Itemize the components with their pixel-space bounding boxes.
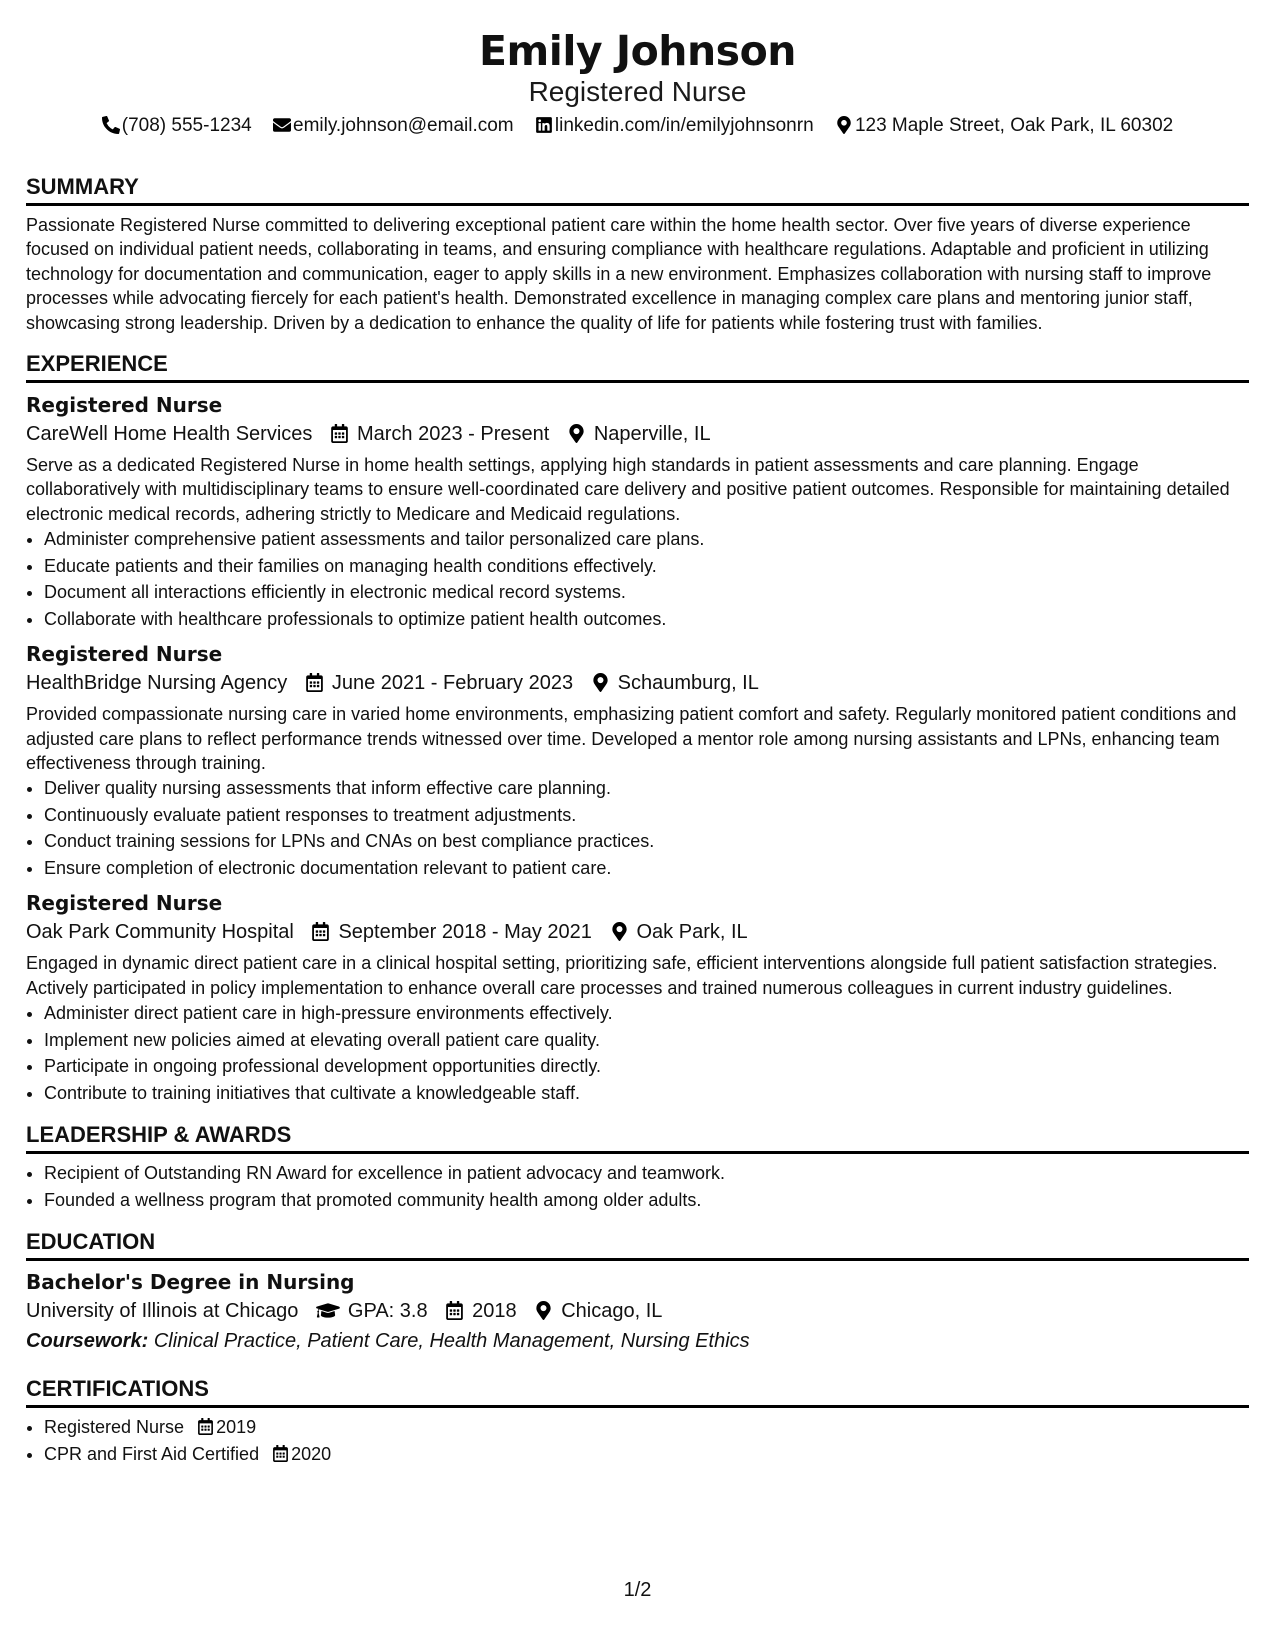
job-location xyxy=(591,668,759,698)
list-item: • Administer direct patient care in high-pressure environments effectively. xyxy=(44,1000,1249,1027)
list-item: • Deliver quality nursing assessments that inform effective care planning. xyxy=(44,775,1249,802)
education-location-text: Chicago, IL xyxy=(561,1300,663,1323)
contact-line xyxy=(26,114,1249,138)
coursework-text: Clinical Practice, Patient Care, Health Management, Nursing Ethics xyxy=(153,1330,750,1353)
calendar-icon xyxy=(305,673,324,692)
certifications-list xyxy=(26,1414,1249,1467)
map-marker-icon xyxy=(835,116,853,134)
certifications-section xyxy=(26,1376,1249,1467)
list-item: • Continuously evaluate patient responses to treatment adjustments. xyxy=(44,802,1249,829)
section-heading-experience: EXPERIENCE xyxy=(26,351,1249,383)
job-dates-text: September 2018 - May 2021 xyxy=(338,921,592,944)
section-heading-summary: SUMMARY xyxy=(26,174,1249,206)
job-entry xyxy=(26,889,1249,1106)
contact-phone-text: (708) 555-1234 xyxy=(121,115,252,136)
job-meta xyxy=(26,668,1249,698)
list-item xyxy=(44,1414,1249,1441)
job-description: Engaged in dynamic direct patient care in a clinical hospital setting, prioritizing safe, efficient interventions alongside full patient satisfaction strategies. Actively participated in policy implementation to enhance overall care processes and trained numerous colleagues in current industry guidelines. xyxy=(26,953,1218,998)
certification-name: CPR and First Aid Certified xyxy=(44,1443,260,1464)
job-location-text: Oak Park, IL xyxy=(636,921,748,944)
education-location xyxy=(534,1296,662,1326)
list-item: • Implement new policies aimed at elevating overall patient care quality. xyxy=(44,1027,1249,1054)
job-location xyxy=(567,419,711,449)
candidate-name: Emily Johnson xyxy=(479,27,796,75)
job-bullets xyxy=(26,1000,1249,1106)
envelope-icon xyxy=(273,116,291,134)
certification-year-text: 2019 xyxy=(216,1417,257,1438)
contact-linkedin[interactable] xyxy=(535,114,814,138)
map-marker-icon xyxy=(567,424,586,443)
map-marker-icon xyxy=(591,673,610,692)
phone-icon xyxy=(102,116,120,134)
map-marker-icon xyxy=(610,922,629,941)
job-description: Provided compassionate nursing care in varied home environments, emphasizing patient comfort and safety. Regularly monitored patient conditions and adjusted care plans to reflect performance trends witnessed over time. Developed a mentor role among nursing assistants and LPNs, enhancing team effectiveness through training. xyxy=(26,704,1237,774)
certification-year-text: 2020 xyxy=(291,1443,332,1464)
map-marker-icon xyxy=(534,1301,553,1320)
section-heading-certifications: CERTIFICATIONS xyxy=(26,1376,1249,1408)
list-item: • Contribute to training initiatives that cultivate a knowledgeable staff. xyxy=(44,1080,1249,1107)
list-item: • Recipient of Outstanding RN Award for excellence in patient advocacy and teamwork. xyxy=(44,1160,1249,1187)
experience-section xyxy=(26,351,1249,1106)
job-meta xyxy=(26,419,1249,449)
job-description: Serve as a dedicated Registered Nurse in home health settings, applying high standards in patient assessments and care planning. Engage collaboratively with multidisciplinary teams to ensure well-coordinated care delivery and positive patient outcomes. Responsible for maintaining detailed electronic medical records, adhering strictly to Medicare and Medicaid regulations. xyxy=(26,455,1230,524)
education-gpa xyxy=(316,1296,428,1326)
education-gpa-text: GPA: 3.8 xyxy=(347,1300,428,1323)
calendar-icon xyxy=(330,424,349,443)
linkedin-icon xyxy=(535,116,553,134)
list-item: • Administer comprehensive patient assessments and tailor personalized care plans. xyxy=(44,526,1249,553)
certification-name: Registered Nurse xyxy=(44,1417,185,1438)
page-number: 1/2 xyxy=(623,1579,652,1601)
list-item: • Participate in ongoing professional development opportunities directly. xyxy=(44,1053,1249,1080)
education-year xyxy=(445,1296,517,1326)
job-bullets xyxy=(26,526,1249,632)
list-item: • Document all interactions efficiently in electronic medical record systems. xyxy=(44,579,1249,606)
leadership-section xyxy=(26,1122,1249,1213)
job-location xyxy=(610,917,748,947)
list-item: • Educate patients and their families on managing health conditions effectively. xyxy=(44,553,1249,580)
education-year-text: 2018 xyxy=(472,1300,517,1323)
coursework xyxy=(26,1326,1249,1356)
job-title: Registered Nurse xyxy=(26,891,223,916)
school-name: University of Illinois at Chicago xyxy=(26,1300,299,1323)
section-heading-education: EDUCATION xyxy=(26,1229,1249,1261)
contact-phone xyxy=(102,114,252,138)
job-dates xyxy=(305,668,573,698)
job-entry xyxy=(26,640,1249,881)
job-company: Oak Park Community Hospital xyxy=(26,921,294,944)
leadership-list xyxy=(26,1160,1249,1213)
job-dates-text: June 2021 - February 2023 xyxy=(331,672,574,695)
list-item: • Founded a wellness program that promoted community health among older adults. xyxy=(44,1187,1249,1214)
job-bullets xyxy=(26,775,1249,881)
job-title: Registered Nurse xyxy=(26,642,223,667)
contact-email-text: emily.johnson@email.com xyxy=(293,115,514,136)
job-dates-text: March 2023 - Present xyxy=(356,423,550,446)
summary-text: Passionate Registered Nurse committed to delivering exceptional patient care within the home health sector. Over five years of diverse experience focused on individual patient needs, collaborating in teams, and ensuring compliance with healthcare regulations. Adaptable and proficient in utilizing technology for documentation and communication, eager to apply skills in a new environment. Emphasizes collaboration with nursing staff to improve processes while advocating fiercely for each patient's health. Demonstrated excellence in managing complex care plans and mentoring junior staff, showcasing strong leadership. Driven by a dedication to enhance the quality of life for patients while fostering trust with families. xyxy=(26,215,1212,333)
summary-section xyxy=(26,174,1249,335)
candidate-title: Registered Nurse xyxy=(528,76,747,107)
job-entry xyxy=(26,391,1249,632)
education-meta xyxy=(26,1296,1249,1326)
certification-year xyxy=(189,1417,256,1437)
contact-email[interactable] xyxy=(273,114,514,138)
job-dates xyxy=(311,917,592,947)
calendar-icon xyxy=(272,1445,289,1462)
contact-linkedin-text: linkedin.com/in/emilyjohnsonrn xyxy=(554,115,814,136)
job-company: HealthBridge Nursing Agency xyxy=(26,672,288,695)
section-heading-leadership: LEADERSHIP & AWARDS xyxy=(26,1122,1249,1154)
list-item: • Collaborate with healthcare professionals to optimize patient health outcomes. xyxy=(44,606,1249,633)
contact-address-text: 123 Maple Street, Oak Park, IL 60302 xyxy=(854,115,1174,136)
job-location-text: Schaumburg, IL xyxy=(617,672,759,695)
education-section xyxy=(26,1229,1249,1356)
degree-title: Bachelor's Degree in Nursing xyxy=(26,1270,355,1295)
coursework-label: Coursework: xyxy=(26,1330,149,1353)
calendar-icon xyxy=(445,1301,464,1320)
job-title: Registered Nurse xyxy=(26,393,223,418)
list-item: • Conduct training sessions for LPNs and CNAs on best compliance practices. xyxy=(44,828,1249,855)
job-company: CareWell Home Health Services xyxy=(26,423,313,446)
job-meta xyxy=(26,917,1249,947)
certification-year xyxy=(264,1444,331,1464)
calendar-icon xyxy=(311,922,330,941)
calendar-icon xyxy=(197,1418,214,1435)
list-item xyxy=(44,1441,1249,1468)
resume-page xyxy=(26,0,1249,1467)
resume-header xyxy=(26,27,1249,138)
contact-address xyxy=(835,114,1173,138)
job-location-text: Naperville, IL xyxy=(593,423,711,446)
graduation-cap-icon xyxy=(316,1301,340,1320)
list-item: • Ensure completion of electronic documentation relevant to patient care. xyxy=(44,855,1249,882)
job-dates xyxy=(330,419,549,449)
